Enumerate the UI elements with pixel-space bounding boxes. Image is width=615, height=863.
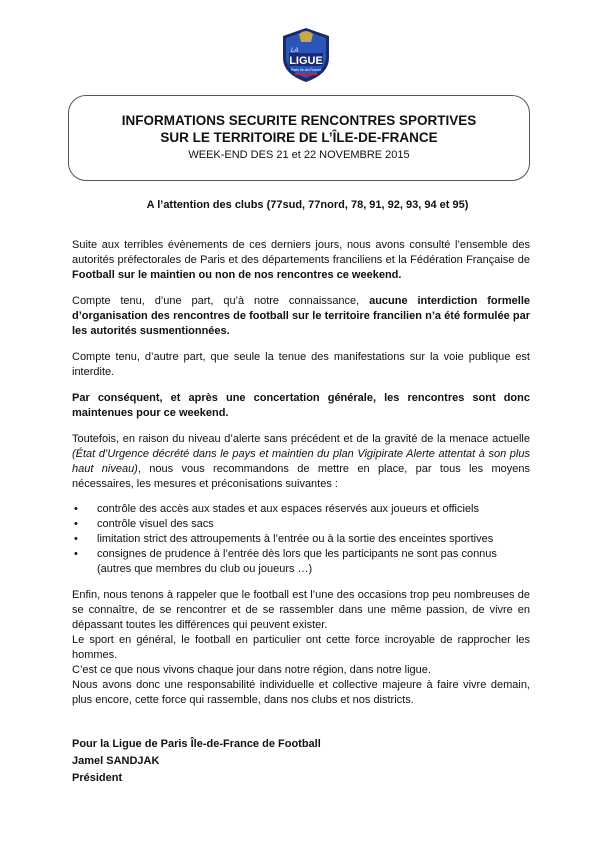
paragraph-4 — [72, 391, 530, 421]
paragraph-2 — [72, 294, 530, 339]
title-line-1: INFORMATIONS SECURITE RENCONTRES SPORTIVES — [121, 113, 477, 128]
bullet-icon: • — [74, 518, 78, 530]
logo-sub-text: Paris Ile-de-France — [290, 68, 322, 72]
list-item-text: consignes de prudence à l’entrée dès lors que les participants ne sont pas connus (autres que membres du club ou joueurs …) — [97, 548, 497, 575]
bullet-icon: • — [74, 533, 78, 545]
subtitle-dates: WEEK-END DES 21 et 22 NOVEMBRE 2015 — [188, 149, 410, 161]
league-crest-icon — [277, 26, 335, 84]
signature-role: Président — [72, 772, 123, 784]
paragraph-6 — [72, 588, 530, 708]
paragraph-9-text: Nous avons donc une responsabilité individuelle et collective majeure à faire vivre demain, plus encore, cette force qui rassemble, dans nos clubs et nos districts. — [72, 679, 530, 706]
bullet-icon: • — [74, 503, 78, 515]
paragraph-3-text: Compte tenu, d’autre part, que seule la tenue des manifestations sur la voie publique est interdite. — [72, 351, 530, 378]
paragraph-1 — [72, 238, 530, 283]
recommendations-list — [72, 502, 532, 577]
list-item — [72, 517, 532, 532]
list-item — [72, 532, 532, 547]
paragraph-5 — [72, 432, 530, 492]
paragraph-5-text-b: , nous vous recommandons de mettre en place, par tous les moyens nécessaires, les mesures et préconisations suivantes : — [72, 463, 530, 490]
paragraph-2-text: Compte tenu, d’une part, qu’à notre connaissance, — [72, 295, 370, 307]
paragraph-5-text-a: Toutefois, en raison du niveau d’alerte sans précédent et de la gravité de la menace actuelle — [72, 433, 530, 445]
signature-organization: Pour la Ligue de Paris Île-de-France de Football — [72, 738, 321, 750]
paragraph-7-text: Le sport en général, le football en particulier ont cette force incroyable de rapprocher les hommes. — [72, 634, 530, 661]
signature-name: Jamel SANDJAK — [72, 755, 160, 767]
attention-line: A l’attention des clubs (77sud, 77nord, 78, 91, 92, 93, 94 et 95) — [146, 199, 469, 211]
logo-ligue-text: LIGUE — [289, 55, 323, 67]
list-item-text: contrôle des accès aux stades et aux espaces réservés aux joueurs et officiels — [97, 503, 479, 515]
title-box — [68, 95, 530, 181]
list-item-text: contrôle visuel des sacs — [97, 518, 214, 530]
list-item — [72, 502, 532, 517]
paragraph-2-bold: aucune interdiction formelle d’organisation des rencontres de football sur le territoire francilien n’a été formulée par les autorités susmentionnées. — [72, 295, 530, 337]
signature-block — [72, 736, 321, 787]
league-logo — [277, 26, 335, 84]
paragraph-1-text: Suite aux terribles évènements de ces derniers jours, nous avons consulté l’ensemble des autorités préfectorales de Paris et des départements franciliens et la Fédération Française de — [72, 239, 530, 266]
paragraph-4-text: Par conséquent, et après une concertation générale, les rencontres sont donc maintenues pour ce weekend. — [72, 392, 530, 419]
logo-la-text: LA — [291, 48, 299, 54]
bullet-icon: • — [74, 548, 78, 560]
paragraph-6-text: Enfin, nous tenons à rappeler que le football est l’une des occasions trop peu nombreuses de se connaître, de se rencontrer et de se rassembler dans une même passion, de vivre en dépassant toutes les différences qui peuvent exister. — [72, 589, 530, 631]
list-item-text: limitation strict des attroupements à l’entrée ou à la sortie des enceintes sportives — [97, 533, 494, 545]
list-item — [72, 547, 532, 577]
paragraph-3 — [72, 350, 530, 380]
title-line-2: SUR LE TERRITOIRE DE L’ÎLE-DE-FRANCE — [160, 130, 438, 145]
paragraph-8-text: C’est ce que nous vivons chaque jour dans notre région, dans notre ligue. — [72, 664, 431, 676]
paragraph-1-bold: Football sur le maintien ou non de nos rencontres ce weekend. — [72, 269, 402, 281]
paragraph-5-italic: (État d’Urgence décrété dans le pays et maintien du plan Vigipirate Alerte attentat à son plus haut niveau) — [72, 448, 530, 475]
